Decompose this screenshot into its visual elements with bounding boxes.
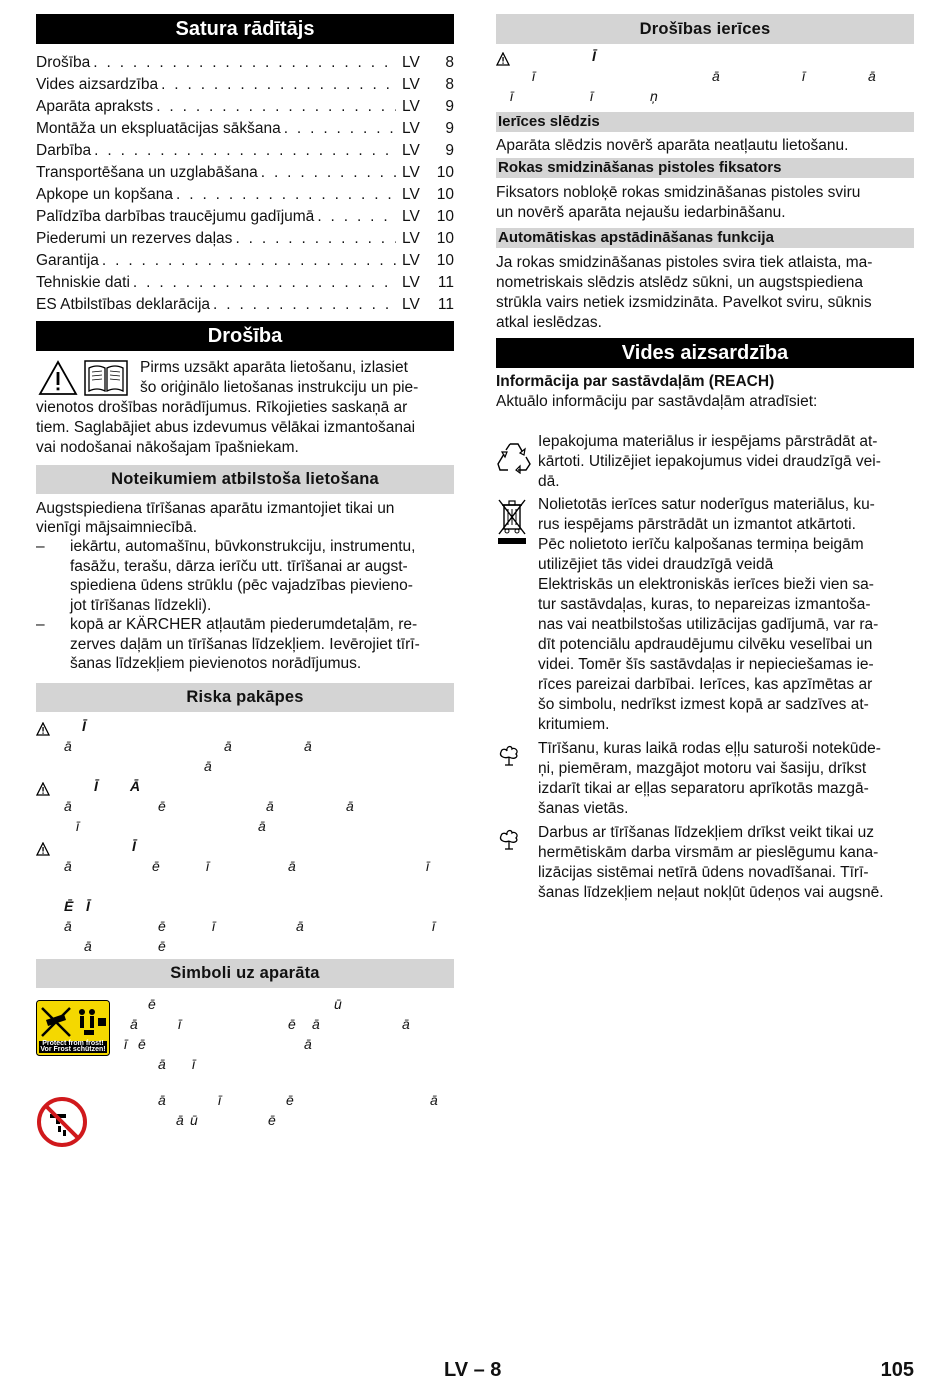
weee-line: Elektriskās un elektroniskās ierīces bieži vien sa-	[538, 576, 874, 593]
list-item-line: iekārtu, automašīnu, būvkonstrukciju, instrumentu,	[70, 538, 416, 555]
packaging-item	[496, 432, 914, 492]
environment-tree-icon	[496, 743, 522, 769]
toc-entry[interactable]	[36, 206, 454, 228]
toc-entry-title: Apkope un kopšana	[36, 186, 174, 203]
cleaning-agents-text	[538, 823, 884, 903]
toc-entry-title: Montāža un ekspluatācijas sākšana	[36, 120, 281, 137]
auto-stop-line: nometriskais slēdzis atslēdz sūkni, un augstspiediena	[496, 274, 864, 291]
weee-line: kritumiem.	[538, 716, 610, 733]
reach-heading: Informācija par sastāvdaļām (REACH)	[496, 373, 775, 390]
left-column	[36, 14, 454, 1128]
toc-entry-title: Darbība	[36, 142, 92, 159]
toc-entry[interactable]	[36, 140, 454, 162]
device-glyph: ā	[712, 68, 720, 84]
auto-stop-line: atkal ieslēdzas.	[496, 314, 602, 331]
switch-text: Aparāta slēdzis novērš aparāta neatļautu lietošanu.	[496, 137, 849, 154]
packaging-text	[538, 432, 881, 492]
toc-entry-lang: LV	[402, 208, 420, 225]
device-glyph: ņ	[650, 88, 658, 104]
risk-glyph: ā	[346, 798, 354, 814]
safety-intro-line: vienotos drošības norādījumus. Rīkojieties saskaņā ar	[36, 399, 408, 416]
symbol-glyph: ī	[218, 1092, 222, 1108]
symbol-glyph: ē	[286, 1092, 294, 1108]
weee-line: Pēc nolietoto ierīču kalpošanas termiņa beigām	[538, 536, 864, 553]
list-item-line: šanas līdzekļiem pievienotos norādījumus.	[70, 655, 362, 672]
frost-label-line: Vor Frost schützen!	[40, 1046, 106, 1053]
risk-glyph: ā	[258, 818, 266, 834]
toc-entry[interactable]	[36, 96, 454, 118]
toc-entry[interactable]	[36, 74, 454, 96]
device-glyph: Ī	[592, 48, 596, 64]
warning-icon	[496, 52, 510, 66]
weee-line: rīces pareizai darbībai. Ierīces, kas apzīmētas ar	[538, 676, 873, 693]
crossed-out-bin-icon	[496, 497, 528, 545]
frost-label-line: Protect from frost!	[42, 1040, 104, 1047]
toc-leader-dots	[261, 162, 396, 184]
safety-intro-line: Pirms uzsākt aparāta lietošanu, izlasiet	[140, 359, 408, 376]
weee-line: dīt potenciālu apdraudējumu cilvēku veselībai un	[538, 636, 873, 653]
risk-glyph: Ā	[130, 778, 141, 794]
list-item	[36, 537, 454, 615]
toc-entry-lang: LV	[402, 142, 420, 159]
auto-stop-line: Ja rokas smidzināšanas pistoles svira tiek atlaista, ma-	[496, 254, 873, 271]
symbol-glyph: ā	[430, 1092, 438, 1108]
toc-entry-lang: LV	[402, 252, 420, 269]
toc-entry[interactable]	[36, 184, 454, 206]
toc-entry-lang: LV	[402, 54, 420, 71]
list-item-line: fasāžu, terašu, dārza ierīču utt. tīrīšanai ar augst-	[70, 557, 408, 575]
toc-entry-lang: LV	[402, 186, 420, 203]
oil-line: izdarīt tikai ar eļļas separatoru aprīkotās mazgā-	[538, 780, 869, 797]
list-dash: –	[36, 616, 45, 633]
toc-entry-page: 9	[445, 98, 454, 115]
risk-glyph: ā	[304, 738, 312, 754]
risk-glyph: ā	[64, 918, 72, 934]
toc-entry-page: 10	[436, 164, 454, 181]
warning-icon	[36, 722, 50, 736]
risk-glyph: ā	[64, 858, 72, 874]
environment-heading: Vides aizsardzība	[496, 338, 914, 368]
oil-item	[496, 739, 914, 823]
toc-entry[interactable]	[36, 272, 454, 294]
right-column	[496, 14, 914, 907]
weee-item	[496, 495, 914, 735]
device-glyph: ī	[510, 88, 514, 104]
symbol-glyph: ī	[178, 1016, 182, 1032]
safety-intro-line: tiem. Saglabājiet abus izdevumus vēlākai izmantošanai	[36, 419, 416, 436]
risk-glyph: Ī	[94, 778, 98, 794]
toc-leader-dots	[213, 294, 396, 316]
oil-line: šanas vietās.	[538, 800, 629, 817]
auto-stop-line: strūkla vairs netiek izsmidzināta. Pavelkot sviru, sūknis	[496, 294, 872, 311]
weee-line: šo simbolu, nedrīkst izmest kopā ar sadzīves at-	[538, 696, 869, 713]
toc-entry-title: Garantija	[36, 252, 99, 269]
risk-glyph: ī	[76, 818, 80, 834]
risk-glyph: ē	[152, 858, 160, 874]
list-item-line: spiediena ūdens strūklu (pēc vajadzības pievieno-	[70, 577, 413, 594]
toc-entry-title: Drošība	[36, 54, 91, 71]
risk-glyph: ē	[158, 918, 166, 934]
toc-leader-dots	[94, 140, 396, 162]
toc-entry-lang: LV	[402, 274, 420, 291]
risk-glyph: ā	[204, 758, 212, 774]
symbols-section	[36, 996, 454, 1156]
list-item-line: zerves daļām un tīrīšanas līdzekļiem. Ievērojiet tīrī-	[70, 635, 420, 653]
safety-heading: Drošība	[36, 321, 454, 351]
toc-entry-page: 10	[436, 252, 454, 269]
symbol-glyph: ī	[124, 1036, 128, 1052]
symbol-glyph: ē	[268, 1112, 276, 1128]
toc-leader-dots	[161, 74, 396, 96]
weee-line: tur sastāvdaļas, kuras, to nepareizas izmantoša-	[538, 596, 871, 613]
auto-stop-heading: Automātiskas apstādināšanas funkcija	[496, 228, 914, 248]
warning-icon	[38, 360, 78, 396]
toc-leader-dots	[317, 206, 396, 228]
lock-text-line: Fiksators nobloķē rokas smidzināšanas pistoles sviru	[496, 184, 861, 201]
packaging-line: dā.	[538, 473, 560, 490]
recycling-icon	[496, 440, 532, 474]
toc-entry[interactable]	[36, 162, 454, 184]
packaging-line: kārtoti. Utilizējiet iepakojumus videi draudzīgā vei-	[538, 453, 881, 470]
risk-glyph: Ī	[86, 898, 90, 914]
toc-leader-dots	[176, 184, 396, 206]
symbol-glyph: ā	[158, 1056, 166, 1072]
cleaning-line: lizācijas sistēmai netīrā ūdens novadīšanai. Tīrī-	[538, 864, 869, 881]
intended-use-line: Augstspiediena tīrīšanas aparātu izmantojiet tikai un	[36, 500, 395, 517]
toc-leader-dots	[284, 118, 396, 140]
toc-entry-title: Transportēšana un uzglabāšana	[36, 164, 258, 181]
no-direct-tap-connection-icon	[36, 1096, 88, 1148]
safety-intro	[36, 358, 454, 458]
weee-line: rus iespējams pārstrādāt un izmantot atkārtoti.	[538, 516, 856, 533]
symbol-glyph: ē	[138, 1036, 146, 1052]
toc-entry-page: 11	[437, 296, 454, 313]
list-item-line: jot tīrīšanas līdzekli).	[70, 596, 212, 614]
toc-entry-page: 8	[445, 76, 454, 93]
toc-entry-lang: LV	[402, 164, 420, 181]
risk-glyph: ā	[84, 938, 92, 954]
symbol-glyph: ū	[190, 1112, 198, 1128]
intended-use-line: vienīgi mājsaimniecībā.	[36, 519, 198, 536]
risk-glyph: ī	[206, 858, 210, 874]
lock-heading: Rokas smidzināšanas pistoles fiksators	[496, 158, 914, 178]
device-glyph: ī	[532, 68, 536, 84]
symbol-glyph: ā	[304, 1036, 312, 1052]
toc-list	[36, 52, 454, 316]
intended-use-body	[36, 499, 454, 674]
list-item-line: kopā ar KÄRCHER atļautām piederumdetaļām, re-	[70, 616, 418, 633]
toc-entry-lang: LV	[402, 76, 420, 93]
warning-icon	[36, 782, 50, 796]
symbol-glyph: ā	[158, 1092, 166, 1108]
symbol-glyph: ū	[334, 996, 342, 1012]
risk-glyph: ā	[64, 798, 72, 814]
packaging-line: Iepakojuma materiālus ir iespējams pārstrādāt at-	[538, 433, 878, 450]
safety-intro-line: šo oriģinālo lietošanas instrukciju un pie-	[140, 379, 419, 396]
toc-entry-page: 8	[445, 54, 454, 71]
risk-glyph: Ī	[82, 718, 86, 734]
weee-line: videi. Tomēr šīs sastāvdaļas ir nepieciešamas ie-	[538, 656, 874, 673]
toc-leader-dots	[133, 272, 396, 294]
toc-entry[interactable]	[36, 294, 454, 316]
warning-icon	[36, 842, 50, 856]
toc-entry-page: 9	[445, 120, 454, 137]
risk-glyph: ā	[296, 918, 304, 934]
toc-leader-dots	[235, 228, 396, 250]
risk-glyph: ī	[432, 918, 436, 934]
safety-intro-line: vai nodošanai nākošajam īpašniekam.	[36, 439, 299, 456]
risk-glyph: ā	[288, 858, 296, 874]
symbol-glyph: ā	[130, 1016, 138, 1032]
risk-glyph: ē	[158, 938, 166, 954]
manual-book-icon	[84, 360, 128, 396]
list-dash: –	[36, 538, 45, 555]
toc-leader-dots	[156, 96, 396, 118]
toc-entry-page: 10	[436, 230, 454, 247]
toc-entry-title: Aparāta apraksts	[36, 98, 154, 115]
toc-entry[interactable]	[36, 250, 454, 272]
toc-entry-page: 10	[436, 208, 454, 225]
oil-line: ņi, piemēram, mazgājot motoru vai šasiju, drīkst	[538, 760, 867, 777]
symbol-glyph: ā	[312, 1016, 320, 1032]
weee-line: nas vai neatbilstošas utilizācijas gadījumā, var ra-	[538, 616, 879, 633]
toc-entry-page: 11	[437, 274, 454, 291]
toc-entry[interactable]	[36, 52, 454, 74]
reach-text: Aktuālo informāciju par sastāvdaļām atradīsiet:	[496, 393, 818, 410]
symbol-glyph: ā	[176, 1112, 184, 1128]
weee-line: Nolietotās ierīces satur noderīgus materiālus, ku-	[538, 496, 875, 513]
devices-heading: Drošības ierīces	[496, 14, 914, 44]
toc-entry-title: Tehniskie dati	[36, 274, 130, 291]
device-glyph: ī	[802, 68, 806, 84]
cleaning-line: hermētiskām darba virsmām ar pieslēgumu kana-	[538, 844, 879, 861]
list-item	[36, 615, 454, 674]
lock-text-line: un novērš aparāta nejaušu iedarbināšanu.	[496, 204, 786, 221]
toc-entry-page: 10	[436, 186, 454, 203]
toc-entry-lang: LV	[402, 296, 420, 313]
cleaning-line: Darbus ar tīrīšanas līdzekļiem drīkst veikt tikai uz	[538, 824, 874, 841]
risk-glyph: ā	[224, 738, 232, 754]
toc-entry-title: Vides aizsardzība	[36, 76, 159, 93]
toc-entry-title: ES Atbilstības deklarācija	[36, 296, 211, 313]
toc-entry-page: 9	[445, 142, 454, 159]
page-number: 105	[880, 1359, 914, 1381]
risk-glyph: ī	[426, 858, 430, 874]
intended-use-heading: Noteikumiem atbilstoša lietošana	[36, 465, 454, 494]
risk-glyph: ā	[266, 798, 274, 814]
device-glyph: ī	[590, 88, 594, 104]
symbol-glyph: ē	[148, 996, 156, 1012]
switch-heading: Ierīces slēdzis	[496, 112, 914, 132]
toc-leader-dots	[93, 52, 396, 74]
cleaning-agents-item	[496, 823, 914, 907]
risk-glyph: ī	[212, 918, 216, 934]
frost-label-text	[39, 1041, 107, 1053]
toc-heading: Satura rādītājs	[36, 14, 454, 44]
symbol-glyph: ā	[402, 1016, 410, 1032]
footer-section-label: LV – 8	[444, 1359, 502, 1381]
risk-levels	[36, 718, 454, 958]
auto-stop-text	[496, 253, 914, 333]
toc-entry-lang: LV	[402, 98, 420, 115]
toc-leader-dots	[102, 250, 396, 272]
weee-line: utilizējiet tās videi draudzīgā veidā	[538, 556, 774, 573]
risk-glyph: ā	[64, 738, 72, 754]
symbol-glyph: ī	[192, 1056, 196, 1072]
toc-entry-lang: LV	[402, 120, 420, 137]
risk-heading: Riska pakāpes	[36, 683, 454, 712]
weee-text	[538, 495, 878, 735]
environment-tree-icon	[496, 827, 522, 853]
device-glyph: ā	[868, 68, 876, 84]
risk-glyph: Ī	[132, 838, 136, 854]
risk-glyph: Ē	[64, 898, 74, 914]
symbol-glyph: ē	[288, 1016, 296, 1032]
devices-warning	[496, 44, 914, 110]
lock-text	[496, 183, 914, 223]
toc-entry[interactable]	[36, 118, 454, 140]
toc-entry-lang: LV	[402, 230, 420, 247]
toc-entry-title: Palīdzība darbības traucējumu gadījumā	[36, 208, 315, 225]
symbols-heading: Simboli uz aparāta	[36, 959, 454, 988]
risk-glyph: ē	[158, 798, 166, 814]
oil-text	[538, 739, 881, 819]
oil-line: Tīrīšanu, kuras laikā rodas eļļu saturoši notekūde-	[538, 740, 881, 757]
toc-entry-title: Piederumi un rezerves daļas	[36, 230, 233, 247]
toc-entry[interactable]	[36, 228, 454, 250]
cleaning-line: šanas līdzekļiem neļaut nokļūt ūdeņos vai augsnē.	[538, 884, 884, 901]
